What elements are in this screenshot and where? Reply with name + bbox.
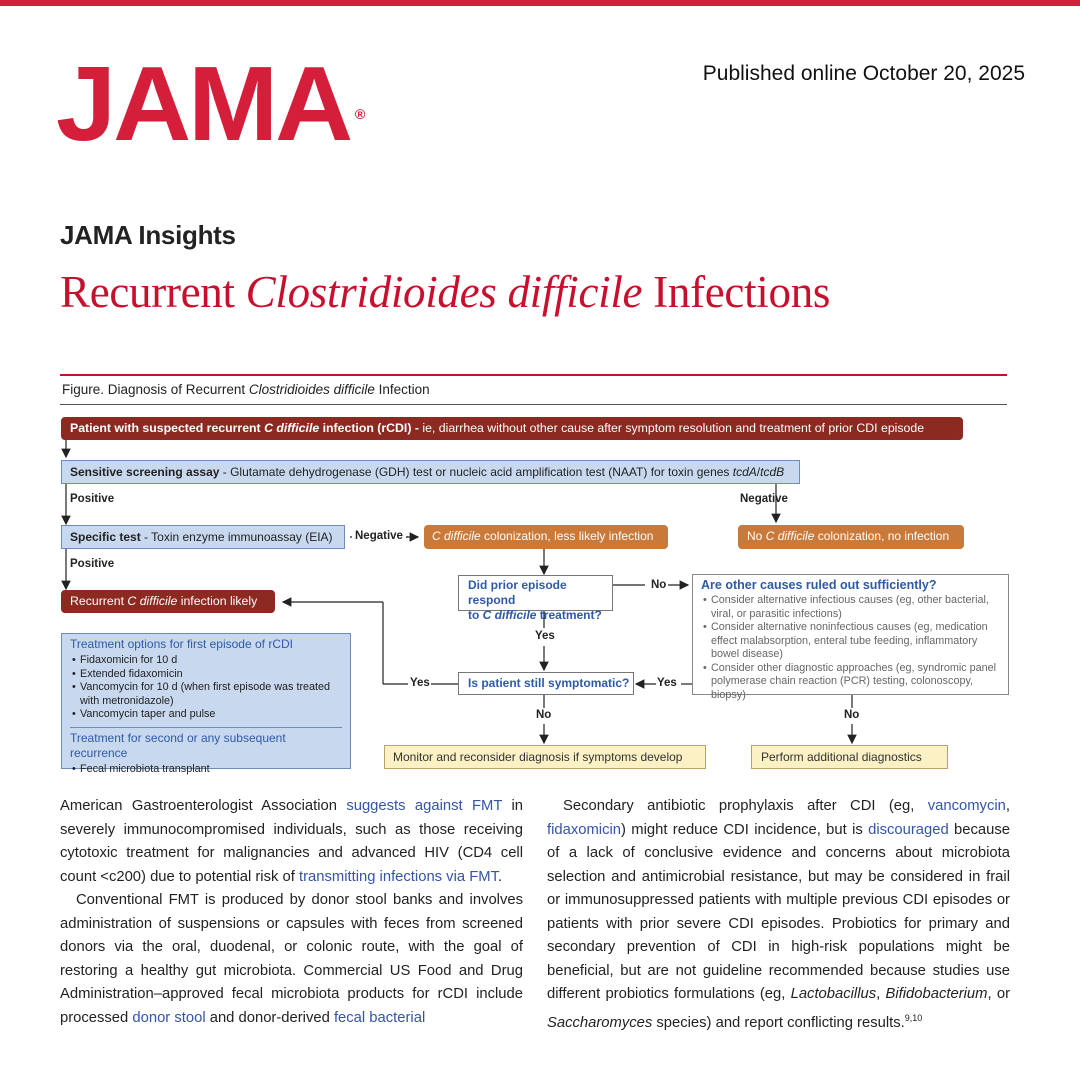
screening-assay-box: Sensitive screening assay - Glutamate dehydrogenase (GDH) test or nucleic acid amplification test (NAAT) for toxin genes tcdA/tcdB: [61, 460, 800, 484]
monitor-reconsider-box: Monitor and reconsider diagnosis if symptoms develop: [384, 745, 706, 769]
article-title: Recurrent Clostridioides difficile Infections: [60, 267, 831, 317]
figure-top-rule: [60, 374, 1007, 376]
link-transmitting-infections[interactable]: transmitting infections via FMT: [298, 868, 498, 885]
link-fecal-bacterial[interactable]: fecal bacterial: [333, 1009, 426, 1026]
body-column-left: [60, 795, 523, 1030]
body-paragraph: Conventional FMT is produced by donor stool banks and involves administration of suspensions or capsules with feces from screened donors via the oral, duodenal, or colonic route, with the goal of restoring a healthy gut microbiota. Commercial US Food and Drug Administration–approved fecal microbiota products for rCDI include processed donor stool and donor-derived fecal bacterial: [60, 892, 523, 1026]
body-paragraph: American Gastroenterologist Association suggests against FMT in severely immunocompromised individuals, such as those receiving cytotoxic treatment for malignancies and advanced HIV (CD4 cell count <c200) due to potential risk of transmitting infections via FMT.: [60, 798, 523, 885]
label-negative-specific: Negative: [352, 530, 406, 542]
label-no-other-causes: No: [844, 709, 860, 721]
patient-suspected-rcdi-box: Patient with suspected recurrent C difficile infection (rCDI) - ie, diarrhea without other cause after symptom resolution and treatment of prior CDI episode: [61, 417, 963, 440]
still-symptomatic-question: Is patient still symptomatic?: [458, 672, 634, 695]
other-causes-box: [692, 574, 1009, 701]
jama-logo: JAMA ®: [56, 45, 366, 163]
recurrent-infection-likely-box: Recurrent C difficile infection likely: [61, 590, 275, 613]
treatment-first-title: Treatment options for first episode of rCDI: [70, 637, 293, 651]
top-accent-bar: [0, 0, 1080, 6]
link-discouraged[interactable]: discouraged: [868, 821, 949, 838]
label-yes-symptomatic: Yes: [410, 677, 430, 689]
link-vancomycin[interactable]: vancomycin: [927, 798, 1006, 814]
additional-diagnostics-box: Perform additional diagnostics: [751, 745, 948, 769]
body-column-right: [547, 795, 1010, 1035]
figure-caption-rule: [60, 404, 1007, 405]
treatment-item: • Fidaxomicin for 10 d: [70, 654, 342, 668]
colonization-less-likely-box: C difficile colonization, less likely infection: [424, 525, 668, 549]
reference-superscript[interactable]: 9,10: [904, 1012, 923, 1023]
other-causes-title: Are other causes ruled out sufficiently?: [701, 578, 937, 592]
treatment-options-box: [61, 633, 351, 775]
treatment-item: • Vancomycin for 10 d (when first episode was treated with metronidazole): [70, 681, 342, 708]
treatment-divider: [70, 727, 342, 728]
label-positive-specific: Positive: [70, 558, 115, 570]
no-colonization-box: No C difficile colonization, no infection: [738, 525, 964, 549]
link-fidaxomicin[interactable]: fidaxomicin: [547, 821, 622, 838]
label-no-prior-episode: No: [651, 579, 667, 591]
label-yes-other-causes: Yes: [657, 677, 677, 689]
label-negative-screening: Negative: [740, 493, 788, 505]
other-causes-item: • Consider other diagnostic approaches (eg, syndromic panel polymerase chain reaction (PCR) testing, colonoscopy, biopsy): [701, 662, 1000, 703]
body-paragraph: Secondary antibiotic prophylaxis after CDI (eg, vancomycin, fidaxomicin) might reduce CDI incidence, but is discouraged because of a lack of conclusive evidence and concerns about microbiota selection and antimicrobial resistance, but may be considered in frail or immunosuppressed patients with multiple previous CDI episodes or patients with prior severe CDI episodes. Probiotics for primary and secondary prevention of CDI in high-risk populations might be beneficial, but are not guideline recommended because studies use different probiotics formulations (eg, Lactobacillus, Bifidobacterium, or Saccharomyces species) and report conflicting results.$^{9,10}$: [547, 798, 1010, 1031]
label-yes-prior-episode: Yes: [535, 630, 555, 642]
link-suggests-against-fmt[interactable]: suggests against FMT: [346, 798, 503, 814]
treatment-subsequent-title: Treatment for second or any subsequent recurrence: [70, 730, 286, 760]
label-positive-screening: Positive: [70, 493, 115, 505]
other-causes-item: • Consider alternative infectious causes (eg, other bacterial, viral, or parasitic infections): [701, 594, 1000, 621]
figure-caption: Figure. Diagnosis of Recurrent Clostridioides difficile Infection: [62, 382, 430, 397]
specific-test-box: Specific test - Toxin enzyme immunoassay (EIA): [61, 525, 345, 549]
published-date: Published online October 20, 2025: [702, 62, 1025, 85]
treatment-item: • Extended fidaxomicin: [70, 668, 342, 682]
link-donor-stool[interactable]: donor stool: [132, 1009, 206, 1026]
treatment-item: • Vancomycin taper and pulse: [70, 708, 342, 722]
section-label: JAMA Insights: [60, 220, 236, 250]
treatment-item: • Fecal microbiota transplant: [70, 763, 342, 777]
prior-episode-response-question: Did prior episode respond to C difficile treatment?: [458, 575, 613, 611]
other-causes-item: • Consider alternative noninfectious causes (eg, medication effect malabsorption, enteral tube feeding, inflammatory bowel disease): [701, 621, 1000, 662]
label-no-symptomatic: No: [536, 709, 552, 721]
